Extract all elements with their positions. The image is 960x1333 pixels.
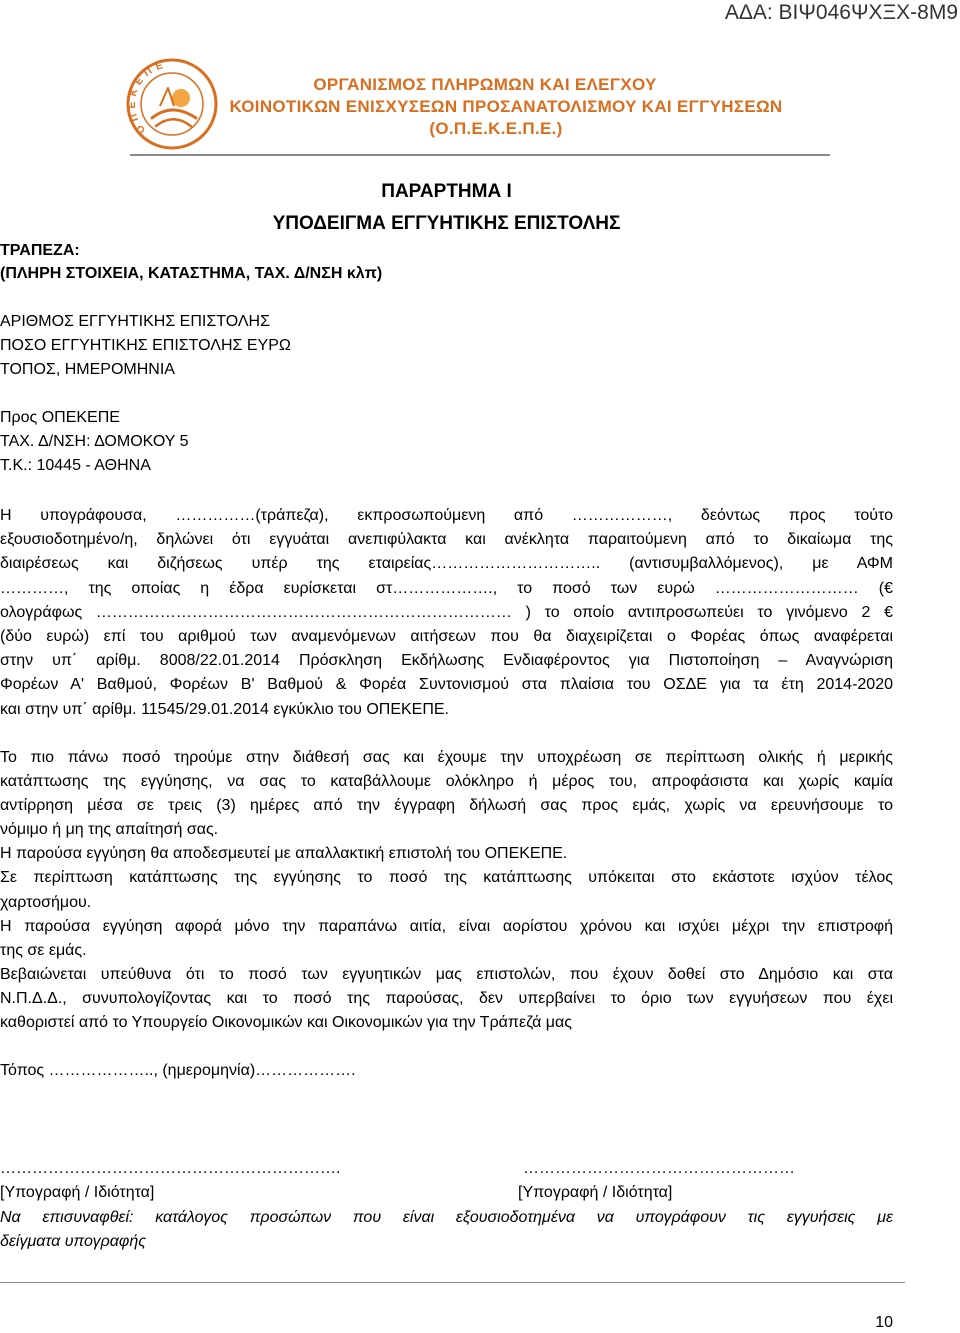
signature-label-left: [Υπογραφή / Ιδιότητα] xyxy=(0,1184,155,1201)
logo-emblem-letters: Ο Π Ε Κ Ε Π Ε xyxy=(126,60,166,136)
paragraph-line: Το πιο πάνω ποσό τηρούμε στην διάθεσή σας και έχουμε την υποχρέωση σε περίπτωση ολικής ή μερικής xyxy=(0,749,893,766)
signature-line-right: …………………………………………… xyxy=(523,1160,795,1177)
paragraph-line: Η υπογράφουσα, ……………(τράπεζα), εκπροσωπούμενη από ………………, δεόντως προς τούτο xyxy=(0,507,893,524)
paragraph-line: διαιρέσεως και διζήσεως υπέρ της εταιρείας………………………….. (αντισυμβαλλόμενος), με ΑΦΜ xyxy=(0,555,893,573)
recipient-address: ΤΑΧ. Δ/ΝΣΗ: ΔΟΜΟΚΟΥ 5 xyxy=(0,433,189,450)
note-line: δείγματα υπογραφής xyxy=(0,1233,146,1251)
paragraph-line: …………, της οποίας η έδρα ευρίσκεται στ………………., το ποσό των ευρώ ……………………… (€ xyxy=(0,579,893,597)
paragraph-line: (δύο ευρώ) επί του αριθμού των αναμενόμενων αιτήσεων που θα διαχειρίζεται ο Φορέας όπως αναφέρεται xyxy=(0,627,893,645)
attachment-note xyxy=(0,1206,893,1254)
paragraph-line: Φορέων Α' Βαθμού, Φορέων Β' Βαθμού & Φορέα Συντονισμού στα πλαίσια του ΟΣΔΕ για τα έτη 2014-2020 xyxy=(0,676,893,694)
recipient-block xyxy=(0,406,893,478)
annex-title: ΠΑΡΑΡΤΗΜΑ Ι xyxy=(381,181,512,202)
signature-label-right: [Υπογραφή / Ιδιότητα] xyxy=(518,1184,673,1201)
paragraph-line: νόμιμο ή μη της απαίτησή σας. xyxy=(0,821,219,839)
document-subtitle: ΥΠΟΔΕΙΓΜΑ ΕΓΓΥΗΤΙΚΗΣ ΕΠΙΣΤΟΛΗΣ xyxy=(272,213,621,234)
logo-org-name-line: ΟΡΓΑΝΙΣΜΟΣ ΠΛΗΡΩΜΩΝ ΚΑΙ ΕΛΕΓΧΟΥ xyxy=(313,75,657,94)
recipient-name: Προς ΟΠΕΚΕΠΕ xyxy=(0,409,120,426)
paragraph-line: ολογράφως …………………………………………………………………… ) το οποίο αντιπροσωπεύει το γινόμενο 2 € xyxy=(0,603,893,621)
bank-block xyxy=(0,239,893,285)
logo-org-acronym: (Ο.Π.Ε.Κ.Ε.Π.Ε.) xyxy=(429,119,563,138)
paragraph-line: Η παρούσα εγγύηση αφορά μόνο την παραπάνω αιτία, είναι αορίστου χρόνου και ισχύει μέχρι την επιστροφή xyxy=(0,917,893,935)
recipient-postcode: Τ.Κ.: 10445 - ΑΘΗΝΑ xyxy=(0,457,151,474)
logo-org-name-line: ΚΟΙΝΟΤΙΚΩΝ ΕΝΙΣΧΥΣΕΩΝ ΠΡΟΣΑΝΑΤΟΛΙΣΜΟΥ ΚΑΙ ΕΓΓΥΗΣΕΩΝ xyxy=(229,97,783,116)
paragraph-line: Βεβαιώνεται υπεύθυνα ότι το ποσό των εγγυητικών μας επιστολών, που έχουν δοθεί στο Δημόσιο και στα xyxy=(0,965,893,983)
note-line: Να επισυναφθεί: κατάλογος προσώπων που είναι εξουσιοδοτημένα να υπογράφουν τις εγγυήσεις με xyxy=(0,1209,893,1226)
place-date-label: ΤΟΠΟΣ, ΗΜΕΡΟΜΗΝΙΑ xyxy=(0,361,175,378)
signature-line-left: ………………………………………………………. xyxy=(0,1160,341,1177)
bank-label: ΤΡΑΠΕΖΑ: xyxy=(0,241,80,259)
letter-number-label: ΑΡΙΘΜΟΣ ΕΓΓΥΗΤΙΚΗΣ ΕΠΙΣΤΟΛΗΣ xyxy=(0,313,270,330)
terms-paragraphs xyxy=(0,746,893,1035)
footer-divider xyxy=(0,1282,905,1283)
paragraph-line: αντίρρηση μέσα σε τρεις (3) ημέρες από την έγγραφη δήλωσή σας προς εμάς, χωρίς να ερευνήσουμε το xyxy=(0,797,893,815)
guarantee-paragraph xyxy=(0,504,893,722)
paragraph-line: Η παρούσα εγγύηση θα αποδεσμευτεί με απαλλακτική επιστολή του ΟΠΕΚΕΠΕ. xyxy=(0,845,568,863)
bank-details-placeholder: (ΠΛΗΡΗ ΣΤΟΙΧΕΙΑ, ΚΑΤΑΣΤΗΜΑ, ΤΑΧ. Δ/ΝΣΗ κλπ) xyxy=(0,264,383,282)
paragraph-line: της σε εμάς. xyxy=(0,941,87,959)
header-divider xyxy=(130,154,830,156)
place-date-line: Τόπος ……………….., (ημερομηνία)………………. xyxy=(0,1062,356,1079)
paragraph-line: καθοριστεί από το Υπουργείο Οικονομικών και Οικονομικών για την Τράπεζά μας xyxy=(0,1014,572,1032)
letter-info-block xyxy=(0,310,893,382)
document-ada-code: ΑΔΑ: ΒΙΨ046ΨΧΞΧ-8Μ9 xyxy=(724,1,958,24)
page-number: 10 xyxy=(875,1314,893,1331)
paragraph-line: χαρτοσήμου. xyxy=(0,893,92,911)
paragraph-line: Σε περίπτωση κατάπτωσης της εγγύησης το ποσό της κατάπτωσης υπόκειται στο εκάστοτε ισχύον τέλος xyxy=(0,869,893,887)
letter-amount-label: ΠΟΣΟ ΕΓΓΥΗΤΙΚΗΣ ΕΠΙΣΤΟΛΗΣ ΕΥΡΩ xyxy=(0,337,291,354)
paragraph-line: κατάπτωσης της εγγύησης, να σας το καταβάλλουμε ολόκληρο ή μέρος του, απροφάσιστα και χωρίς καμία xyxy=(0,773,893,791)
paragraph-line: εξουσιοδοτημένο/η, δηλώνει ότι εγγυάται ανεπιφύλακτα και ανέκλητα παραιτούμενη από το δικαίωμα της xyxy=(0,531,893,549)
paragraph-line: και στην υπ΄ αρίθμ. 11545/29.01.2014 εγκύκλιο του ΟΠΕΚΕΠΕ. xyxy=(0,700,449,718)
place-date-block xyxy=(0,1059,893,1083)
paragraph-line: στην υπ΄ αρίθμ. 8008/22.01.2014 Πρόσκληση Εκδήλωσης Ενδιαφέροντος για Πιστοποίηση – Αναγνώριση xyxy=(0,652,893,670)
document-title xyxy=(0,176,893,240)
paragraph-line: Ν.Π.Δ.Δ., συνυπολογίζοντας και το ποσό της παρούσας, δεν υπερβαίνει το όριο των εγγυήσεων που έχει xyxy=(0,989,893,1007)
